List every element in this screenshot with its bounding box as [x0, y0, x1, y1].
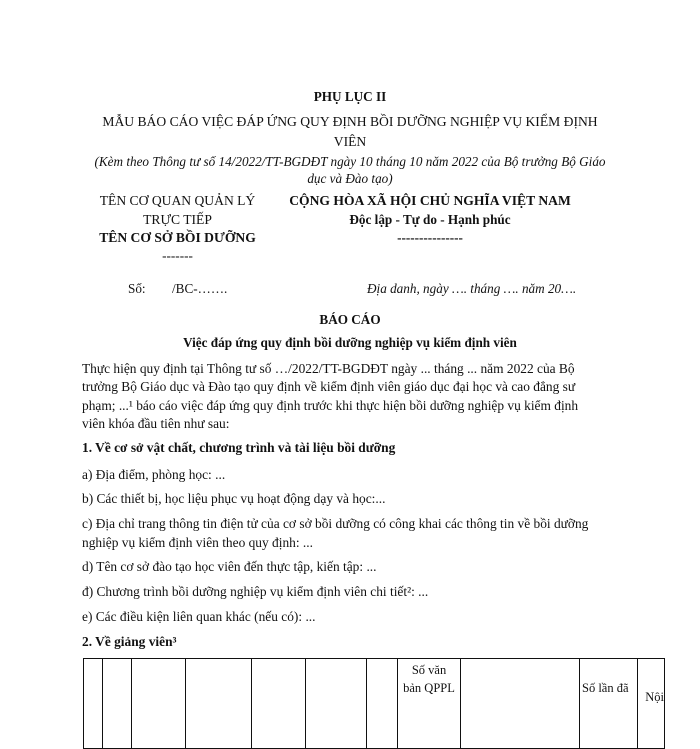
agency-name-line1: TÊN CƠ QUAN QUẢN LÝ — [99, 193, 256, 208]
section2-heading: 2. Về giảng viên³ — [82, 634, 177, 649]
report-title: BÁO CÁO — [319, 312, 381, 327]
table-row — [84, 659, 665, 749]
appendix-label: PHỤ LỤC II — [313, 89, 387, 104]
agency-name-line2: TRỰC TIẾP — [143, 212, 212, 227]
table-header-qppl — [398, 659, 461, 749]
table-cell — [367, 659, 398, 749]
left-dashes: ------- — [162, 248, 193, 263]
intro-line: trưởng Bộ Giáo dục và Đào tạo quy định về kiểm định viên giáo dục đại học và cao đẳng sư — [82, 379, 576, 394]
table-cell — [186, 659, 252, 749]
section1-item-c-line2: nghiệp vụ kiểm định viên theo quy định: ... — [82, 535, 313, 550]
report-subtitle: Việc đáp ứng quy định bồi dưỡng nghiệp vụ kiểm định viên — [183, 335, 517, 350]
section1-item-dd: đ) Chương trình bồi dưỡng nghiệp vụ kiểm định viên chi tiết²: ... — [82, 584, 429, 599]
table-cell — [132, 659, 186, 749]
document-title-line1: MẪU BÁO CÁO VIỆC ĐÁP ỨNG QUY ĐỊNH BỒI DƯỠNG NGHIỆP VỤ KIỂM ĐỊNH — [102, 114, 598, 129]
intro-line: phạm; ...¹ báo cáo việc đáp ứng quy định trước khi thực hiện bồi dưỡng nghiệp vụ kiểm định — [82, 398, 579, 413]
section1-item-c-line1: c) Địa chỉ trang thông tin điện tử của cơ sở bồi dưỡng có công khai các thông tin về bồi dưỡng — [82, 516, 589, 531]
table-header-times-label: Số lần đã — [582, 681, 629, 695]
institution-name: TÊN CƠ SỞ BỒI DƯỠNG — [99, 230, 256, 245]
section1-item-a: a) Địa điểm, phòng học: ... — [82, 467, 226, 482]
table-header-last — [638, 659, 665, 749]
table-cell — [252, 659, 306, 749]
table-header-last-label: Nội — [645, 690, 664, 704]
place-date: Địa danh, ngày …. tháng …. năm 20…. — [367, 281, 577, 296]
table-header-times — [580, 659, 638, 749]
table-cell — [306, 659, 367, 749]
table-header-qppl-line1: Số văn — [411, 663, 447, 677]
number-value: /BC-……. — [172, 281, 228, 296]
section1-item-b: b) Các thiết bị, học liệu phục vụ hoạt động dạy và học:... — [82, 491, 386, 506]
section1-item-d: d) Tên cơ sở đào tạo học viên đến thực tập, kiến tập: ... — [82, 559, 377, 574]
table-cell — [103, 659, 132, 749]
number-label: Số: — [128, 281, 146, 296]
intro-line: Thực hiện quy định tại Thông tư số …/2022/TT-BGDĐT ngày ... tháng ... năm 2022 của Bộ — [82, 361, 575, 376]
nation-name: CỘNG HÒA XÃ HỘI CHỦ NGHĨA VIỆT NAM — [289, 193, 571, 208]
intro-line: viên khóa đầu tiên như sau: — [82, 416, 230, 431]
table-cell — [84, 659, 103, 749]
section1-heading: 1. Về cơ sở vật chất, chương trình và tài liệu bồi dưỡng — [82, 440, 396, 455]
decree-note-line1: (Kèm theo Thông tư số 14/2022/TT-BGDĐT ngày 10 tháng 10 năm 2022 của Bộ trưởng Bộ Giáo — [94, 154, 606, 169]
table-cell — [461, 659, 580, 749]
national-motto: Độc lập - Tự do - Hạnh phúc — [349, 212, 511, 227]
right-dashes: --------------- — [397, 230, 463, 245]
decree-note-line2: dục và Đào tạo) — [307, 171, 393, 186]
document-title-line2: VIÊN — [333, 134, 367, 149]
table-header-qppl-line2: bản QPPL — [403, 681, 455, 695]
section1-item-e: e) Các điều kiện liên quan khác (nếu có): ... — [82, 609, 316, 624]
lecturer-table — [83, 658, 665, 749]
